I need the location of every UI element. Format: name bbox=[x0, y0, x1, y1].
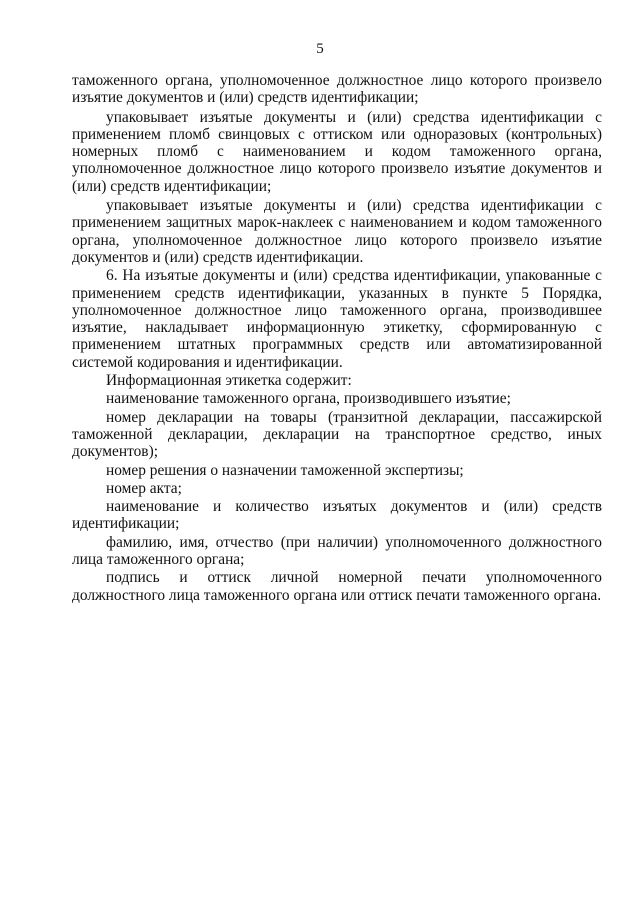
paragraph-seal-packaging: упаковывает изъятые документы и (или) средства идентификации с применением пломб свинцовых с оттиском или одноразовых (контрольных) номерных пломб с наименованием и кодом таможенного органа, уполномоченное должностное лицо которого произвело изъятие документов и (или) средств идентификации; bbox=[72, 108, 602, 195]
paragraph-item-6: 6. На изъятые документы и (или) средства идентификации, упакованные с применением средств идентификации, указанных в пункте 5 Порядка, уполномоченное должностное лицо таможенного органа, производившее изъятие, накладывает информационную этикетку, сформированную с применением штатных программных средств или автоматизированной системой кодирования и идентификации. bbox=[72, 267, 602, 371]
paragraph-stamp-packaging: упаковывает изъятые документы и (или) средства идентификации с применением защитных марок-наклеек с наименованием и кодом таможенного органа, уполномоченное должностное лицо которого произвело изъятие документов и (или) средств идентификации. bbox=[72, 197, 602, 266]
list-item-customs-body-name: наименование таможенного органа, производившего изъятие; bbox=[106, 390, 511, 408]
paragraph-continuation: таможенного органа, уполномоченное должностное лицо которого произвело изъятие документов и (или) средств идентификации; bbox=[72, 72, 602, 107]
paragraph-label-contents-intro: Информационная этикетка содержит: bbox=[106, 372, 352, 390]
list-item-seized-items: наименование и количество изъятых документов и (или) средств идентификации; bbox=[72, 498, 602, 533]
document-body bbox=[72, 72, 602, 604]
list-item-expertise-decision-number: номер решения о назначении таможенной экспертизы; bbox=[106, 461, 464, 479]
list-item-official-name: фамилию, имя, отчество (при наличии) уполномоченного должностного лица таможенного органа; bbox=[72, 533, 602, 569]
page-number: 5 bbox=[316, 41, 324, 57]
list-item-act-number: номер акта; bbox=[106, 479, 182, 497]
list-item-declaration-number: номер декларации на товары (транзитной декларации, пассажирской таможенной декларации, декларации на транспортное средство, иных документов); bbox=[72, 408, 602, 461]
list-item-signature-and-seal: подпись и оттиск личной номерной печати уполномоченного должностного лица таможенного органа или оттиск печати таможенного органа. bbox=[72, 569, 602, 604]
